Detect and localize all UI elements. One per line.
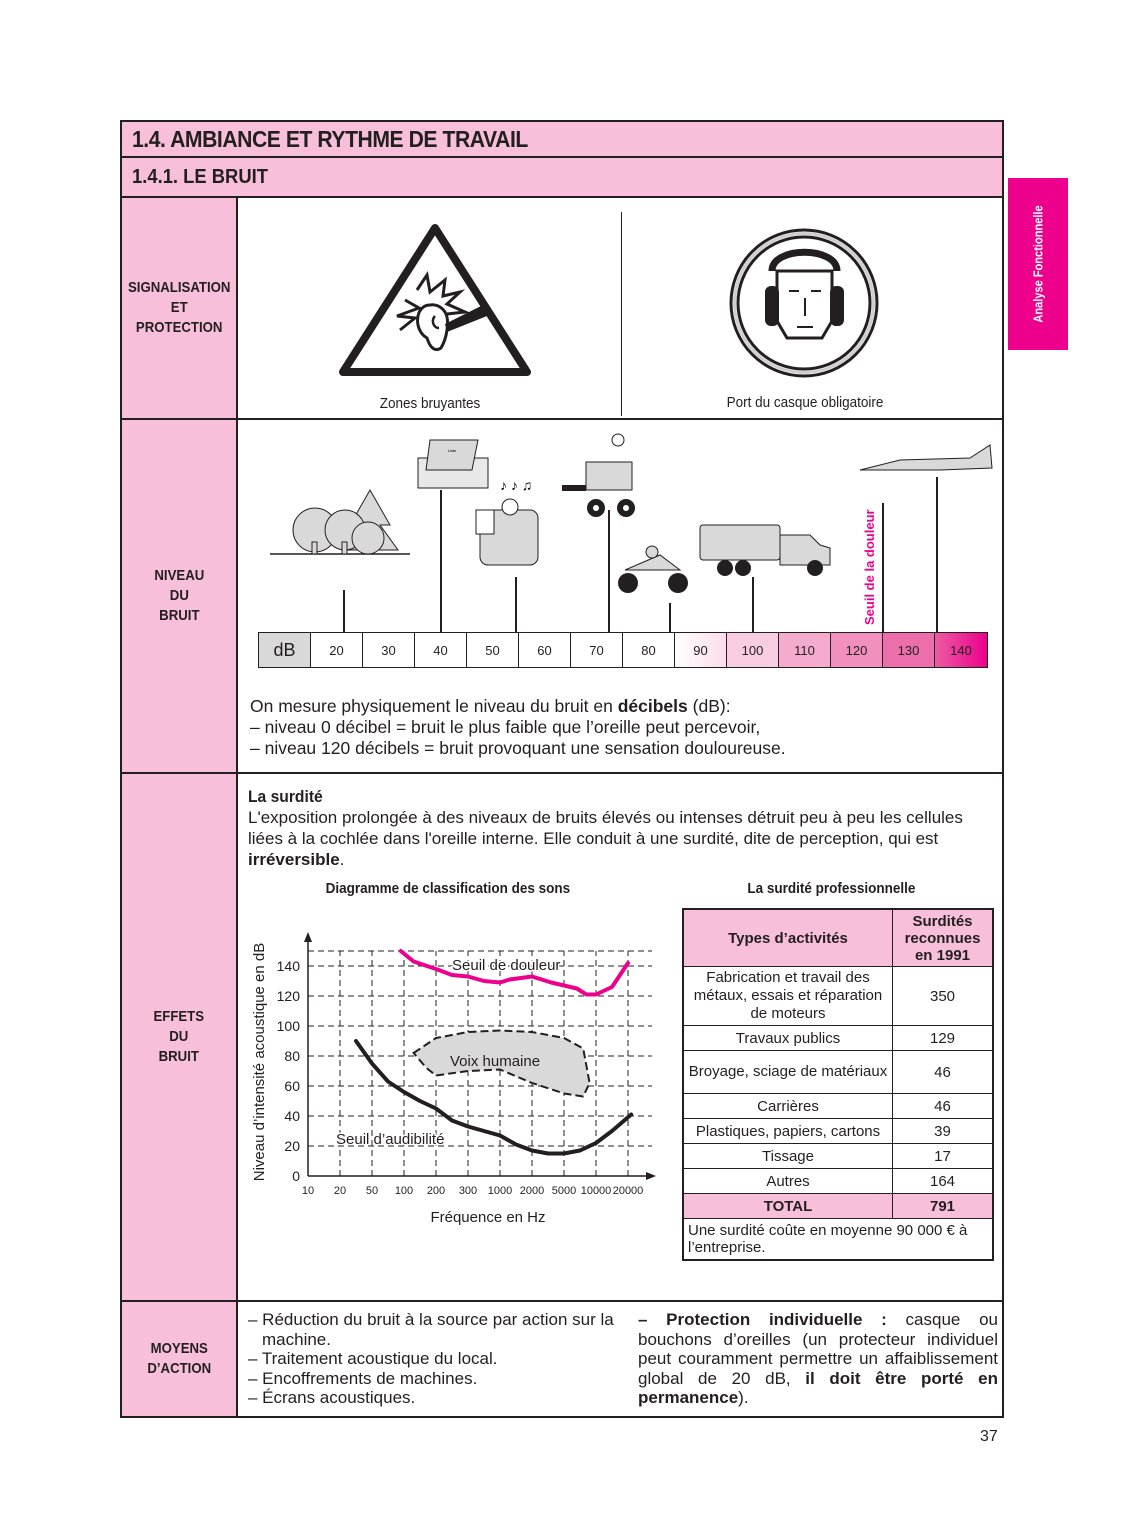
reading-person-icon: [476, 477, 538, 565]
table-total-label: TOTAL: [683, 1194, 893, 1219]
stem-forklift: [608, 510, 610, 632]
side-tab-label: Analyse Fonctionnelle: [1030, 205, 1046, 323]
y-tick-label: 80: [284, 1048, 300, 1064]
y-tick-label: 140: [276, 958, 300, 974]
motorcycle-icon: [618, 546, 688, 593]
table-header-activites: Types d’activités: [683, 909, 893, 967]
row-label-text: MOYENS D’ACTION: [147, 1340, 211, 1377]
printer-icon: [418, 440, 488, 488]
table-cell-activity: Fabrication et travail des métaux, essais et réparation de moteurs: [683, 967, 893, 1026]
db-cell: 40: [415, 633, 467, 667]
chart-title: Diagramme de classification des sons: [325, 880, 571, 897]
annotation-voix-humaine: Voix humaine: [450, 1053, 541, 1070]
x-tick-label: 100: [394, 1185, 414, 1197]
stem-printer: [440, 490, 442, 632]
forest-icon: [270, 490, 410, 554]
stem-pain-threshold: [882, 503, 884, 632]
sign-caption-zones-bruyantes: Zones bruyantes: [379, 395, 481, 412]
annotation-seuil-douleur: Seuil de douleur: [452, 957, 561, 974]
moyens-collective-list: [248, 1310, 618, 1408]
db-cell: 100: [727, 633, 779, 667]
moyens-item: – Écrans acoustiques.: [248, 1388, 416, 1407]
annotation-seuil-audibilite: Seuil d’audibilité: [336, 1131, 445, 1148]
section-title: 1.4. AMBIANCE ET RYTHME DE TRAVAIL: [132, 126, 528, 152]
row-label-niveau: [122, 420, 238, 772]
row-divider: [122, 418, 1002, 420]
db-cell: 90: [675, 633, 727, 667]
db-cell: 60: [519, 633, 571, 667]
y-tick-label: 40: [284, 1108, 300, 1124]
sound-classification-chart: [240, 920, 660, 1240]
page-number: 37: [980, 1428, 998, 1445]
row-label-moyens: [122, 1302, 238, 1416]
subsection-title: 1.4.1. LE BRUIT: [132, 166, 268, 188]
moyens-right-text-end: ).: [738, 1388, 749, 1407]
niveau-line3: – niveau 120 décibels = bruit provoquant une sensation douloureuse.: [250, 738, 786, 758]
surdite-text-end: .: [339, 850, 345, 869]
db-cell: 120: [831, 633, 883, 667]
music-note-icon: ♪ ♪ ♫: [500, 477, 533, 493]
db-cell: 130: [883, 633, 935, 667]
table-cell-value: 46: [893, 1051, 994, 1094]
row-label-effets: [122, 774, 238, 1300]
subsection-title-bar: [122, 158, 1002, 198]
noise-warning-icon: [335, 220, 535, 380]
moyens-item: – Réduction du bruit à la source par action sur la machine.: [248, 1310, 614, 1349]
pain-threshold-label: Seuil de la douleur: [862, 509, 877, 625]
x-tick-label: 300: [458, 1185, 478, 1197]
table-row: [683, 1169, 993, 1194]
db-cell: 140: [935, 633, 987, 667]
niveau-explanation: [250, 696, 786, 759]
x-tick-label: 2000: [519, 1185, 545, 1197]
stem-truck: [752, 577, 754, 632]
y-axis-arrow: [304, 932, 312, 942]
row-label-signalisation: [122, 198, 238, 418]
y-tick-label: 100: [276, 1018, 300, 1034]
table-header-surdites: Surdités reconnues en 1991: [893, 909, 994, 967]
moyens-right-text: casque ou bouchons d’oreilles (un protecteur individuel peut couramment permettre un affaiblissement global de 20 dB,: [638, 1310, 998, 1388]
db-scale: [258, 632, 988, 668]
table-note: Une surdité coûte en moyenne 90 000 € à l’entreprise.: [683, 1219, 993, 1261]
x-tick-label: 20000: [612, 1185, 644, 1197]
side-tab-analyse-fonctionnelle: [1008, 178, 1068, 350]
row-divider: [122, 772, 1002, 774]
y-tick-labels: [277, 958, 301, 1184]
table-cell-activity: Autres: [683, 1169, 893, 1194]
table-row: [683, 1094, 993, 1119]
moyens-right-bold-title: – Protection individuelle :: [638, 1310, 887, 1329]
table-cell-activity: Tissage: [683, 1144, 893, 1169]
x-tick-label: 200: [426, 1185, 446, 1197]
x-tick-label: 50: [365, 1185, 379, 1197]
table-cell-value: 164: [893, 1169, 994, 1194]
table-cell-value: 17: [893, 1144, 994, 1169]
stem-motorcycle: [669, 603, 671, 632]
row-label-text: SIGNALISATION ET PROTECTION: [127, 279, 231, 336]
row-divider: [122, 1300, 1002, 1302]
db-cell: 80: [623, 633, 675, 667]
niveau-line2: – niveau 0 décibel = bruit le plus faible que l’oreille peut percevoir,: [250, 717, 761, 737]
table-cell-value: 129: [893, 1026, 994, 1051]
table-cell-value: 46: [893, 1094, 994, 1119]
table-cell-activity: Travaux publics: [683, 1026, 893, 1051]
table-row: [683, 1144, 993, 1169]
table-total-row: [683, 1194, 993, 1219]
printer-paper-text: Liste: [447, 448, 457, 453]
noise-level-illustrations: [240, 430, 1000, 635]
y-tick-label: 0: [292, 1168, 300, 1184]
surdite-heading: La surdité: [248, 787, 323, 806]
moyens-right-bold-warning: il doit être porté en permanence: [638, 1368, 998, 1407]
x-tick-label: 20: [333, 1185, 347, 1197]
db-cell: 70: [571, 633, 623, 667]
table-total-value: 791: [893, 1194, 994, 1219]
table-cell-activity: Plastiques, papiers, cartons: [683, 1119, 893, 1144]
y-tick-label: 120: [276, 988, 300, 1004]
surdite-bold: irréversible: [248, 850, 340, 869]
table-note-row: [683, 1219, 993, 1261]
db-cell: 50: [467, 633, 519, 667]
table-row: [683, 1026, 993, 1051]
sign-caption-casque: Port du casque obligatoire: [726, 394, 884, 411]
dump-truck-icon: [700, 525, 830, 576]
x-tick-label: 1000: [487, 1185, 513, 1197]
db-unit-cell: dB: [259, 633, 311, 667]
x-tick-labels: [302, 1185, 643, 1197]
x-tick-label: 10000: [580, 1185, 612, 1197]
table-row: [683, 1119, 993, 1144]
table-cell-activity: Carrières: [683, 1094, 893, 1119]
jet-plane-icon: [860, 445, 992, 470]
x-tick-label: 10: [301, 1185, 315, 1197]
table-row: [683, 967, 993, 1026]
surdite-table: [682, 908, 994, 1261]
stem-jet: [936, 477, 938, 632]
db-cell: 30: [363, 633, 415, 667]
moyens-individual-protection: [638, 1310, 998, 1408]
x-axis-label: Fréquence en Hz: [430, 1209, 546, 1226]
table-cell-value: 39: [893, 1119, 994, 1144]
surdite-paragraph: [248, 786, 998, 870]
db-cell: 20: [311, 633, 363, 667]
x-axis-arrow: [646, 1172, 656, 1180]
moyens-item: – Traitement acoustique du local.: [248, 1349, 498, 1368]
surdite-text: L'exposition prolongée à des niveaux de bruits élevés ou intenses détruit peu à peu les cellules liées à la cochlée dans l'oreille interne. Elle conduit à une surdité, dite de perception, qui est: [248, 808, 963, 848]
signs-divider: [621, 212, 622, 416]
table-title: La surdité professionnelle: [747, 880, 916, 897]
moyens-item: – Encoffrements de machines.: [248, 1368, 478, 1388]
ear-protection-mandatory-icon: [727, 226, 881, 380]
x-tick-label: 5000: [551, 1185, 577, 1197]
y-axis-label: Niveau d’intensité acoustique en dB: [251, 942, 268, 1182]
stem-reading: [515, 577, 517, 632]
table-cell-activity: Broyage, sciage de matériaux: [683, 1051, 893, 1094]
forklift-icon: [562, 434, 635, 517]
stem-forest: [343, 590, 345, 632]
row-label-text: EFFETS DU BRUIT: [153, 1008, 205, 1065]
y-tick-label: 60: [284, 1078, 300, 1094]
niveau-line1: On mesure physiquement le niveau du bruit en: [250, 696, 618, 716]
db-cell: 110: [779, 633, 831, 667]
row-label-text: NIVEAU DU BRUIT: [154, 567, 204, 624]
niveau-bold-decibels: décibels: [617, 696, 688, 716]
y-tick-label: 20: [284, 1138, 300, 1154]
niveau-line1-end: (dB):: [687, 696, 731, 716]
section-title-bar: [122, 122, 1002, 158]
table-row: [683, 1051, 993, 1094]
table-cell-value: 350: [893, 967, 994, 1026]
